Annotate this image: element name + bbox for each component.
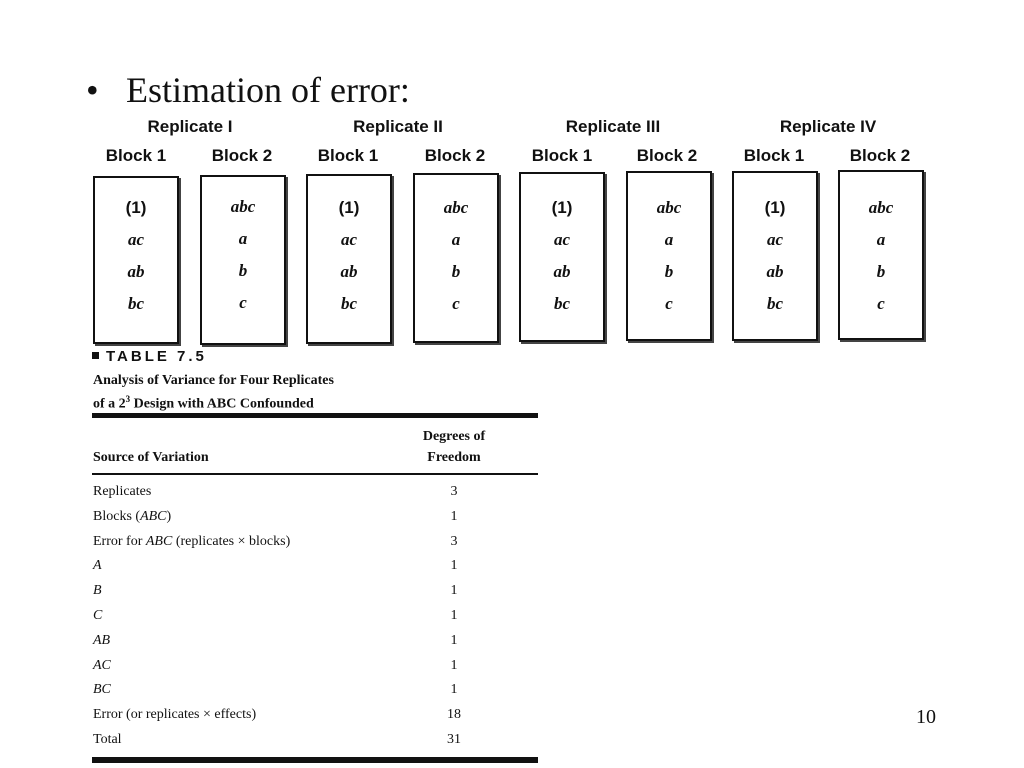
treatment-combination: (1) bbox=[125, 198, 147, 217]
table-row-df: 3 bbox=[450, 534, 458, 549]
treatment-combination: c bbox=[665, 294, 673, 313]
table-row-df: 31 bbox=[447, 732, 461, 747]
table-row-source: B bbox=[93, 583, 102, 598]
block-label: Block 1 bbox=[317, 146, 379, 165]
treatment-combination: ab bbox=[766, 262, 784, 281]
block-box bbox=[626, 171, 712, 341]
square-bullet-icon bbox=[92, 352, 99, 359]
table-row-source: A bbox=[93, 558, 102, 573]
table-row-df: 1 bbox=[450, 658, 458, 673]
treatment-combination: c bbox=[239, 293, 247, 312]
slide-heading: Estimation of error: bbox=[126, 70, 410, 110]
table-row-source: Error for ABC (replicates × blocks) bbox=[93, 534, 291, 549]
table-row-source: C bbox=[93, 608, 103, 623]
treatment-combination: ab bbox=[553, 262, 571, 281]
treatment-combination: bc bbox=[127, 294, 145, 313]
treatment-combination: ab bbox=[340, 262, 358, 281]
bullet-marker: • bbox=[86, 70, 99, 110]
column-header-df-line1: Degrees of bbox=[422, 429, 486, 444]
replicate-label: Replicate II bbox=[353, 117, 443, 136]
block-label: Block 2 bbox=[211, 146, 273, 165]
table-row-df: 18 bbox=[447, 707, 461, 722]
replicate-label: Replicate III bbox=[565, 117, 661, 136]
column-header-df-line2: Freedom bbox=[427, 450, 481, 465]
block-box bbox=[200, 175, 286, 345]
table-row-df: 1 bbox=[450, 682, 458, 697]
treatment-combination: (1) bbox=[764, 198, 786, 217]
table-row-df: 1 bbox=[450, 633, 458, 648]
treatment-combination: (1) bbox=[338, 198, 360, 217]
treatment-combination: bc bbox=[766, 294, 784, 313]
block-box bbox=[519, 172, 605, 342]
block-box bbox=[838, 170, 924, 340]
replicate-label: Replicate I bbox=[147, 117, 233, 136]
treatment-combination: b bbox=[876, 262, 886, 281]
block-label: Block 2 bbox=[636, 146, 698, 165]
treatment-combination: bc bbox=[553, 294, 571, 313]
table-row-source: BC bbox=[93, 682, 111, 697]
treatment-combination: c bbox=[452, 294, 460, 313]
table-row-source: Error (or replicates × effects) bbox=[93, 707, 257, 722]
block-label: Block 1 bbox=[743, 146, 805, 165]
block-box bbox=[413, 173, 499, 343]
block-label: Block 2 bbox=[424, 146, 486, 165]
treatment-combination: ac bbox=[127, 230, 145, 249]
table-caption-line2: of a $2^3$ Design with ABC Confounded bbox=[93, 394, 314, 412]
table-row-df: 1 bbox=[450, 583, 458, 598]
block-box bbox=[93, 176, 179, 344]
table-bottom-rule bbox=[92, 757, 538, 763]
treatment-combination: b bbox=[451, 262, 461, 281]
block-label: Block 2 bbox=[849, 146, 911, 165]
table-row-source: Blocks (ABC) bbox=[93, 509, 172, 524]
treatment-combination: ac bbox=[553, 230, 571, 249]
treatment-combination: abc bbox=[230, 197, 256, 216]
block-box bbox=[306, 174, 392, 344]
treatment-combination: a bbox=[451, 230, 461, 249]
table-row-df: 1 bbox=[450, 608, 458, 623]
block-label: Block 1 bbox=[105, 146, 167, 165]
table-row-source: Total bbox=[93, 732, 122, 747]
table-row-df: 1 bbox=[450, 558, 458, 573]
treatment-combination: abc bbox=[868, 198, 894, 217]
table-row-source: AC bbox=[93, 658, 111, 673]
treatment-combination: b bbox=[238, 261, 248, 280]
table-number: TABLE 7.5 bbox=[92, 348, 207, 365]
table-header-rule bbox=[92, 473, 538, 475]
table-caption-line1: Analysis of Variance for Four Replicates bbox=[93, 373, 334, 388]
block-box bbox=[732, 171, 818, 341]
treatment-combination: ab bbox=[127, 262, 145, 281]
column-header-source: Source of Variation bbox=[93, 450, 209, 465]
replicate-label: Replicate IV bbox=[779, 117, 877, 136]
table-row-source: Replicates bbox=[93, 484, 152, 499]
table-row-source: AB bbox=[93, 633, 111, 648]
table-row-df: 1 bbox=[450, 509, 458, 524]
treatment-combination: a bbox=[238, 229, 248, 248]
treatment-combination: ac bbox=[766, 230, 784, 249]
treatment-combination: abc bbox=[443, 198, 469, 217]
table-row-df: 3 bbox=[450, 484, 458, 499]
treatment-combination: a bbox=[876, 230, 886, 249]
treatment-combination: abc bbox=[656, 198, 682, 217]
treatment-combination: c bbox=[877, 294, 885, 313]
table-top-rule bbox=[92, 413, 538, 418]
treatment-combination: bc bbox=[340, 294, 358, 313]
treatment-combination: b bbox=[664, 262, 674, 281]
treatment-combination: a bbox=[664, 230, 674, 249]
treatment-combination: ac bbox=[340, 230, 358, 249]
page-number: 10 bbox=[916, 706, 936, 728]
treatment-combination: (1) bbox=[551, 198, 573, 217]
block-label: Block 1 bbox=[531, 146, 593, 165]
